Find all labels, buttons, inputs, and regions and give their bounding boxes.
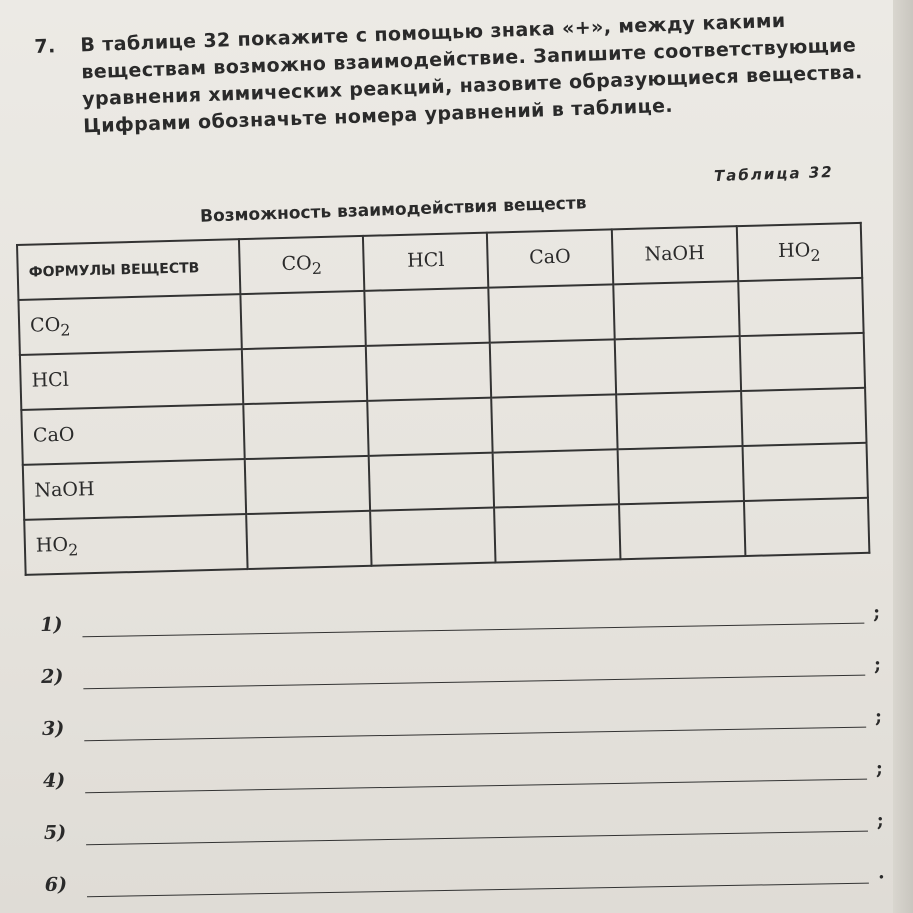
table-cell[interactable] (489, 284, 615, 342)
answer-blank[interactable] (85, 779, 867, 794)
table-cell[interactable] (744, 498, 870, 556)
answer-lines (40, 595, 885, 913)
row-header-cao: CaO (21, 404, 244, 465)
answer-number: 1) (40, 613, 63, 636)
answer-blank[interactable] (84, 727, 866, 742)
answer-punctuation: . (877, 861, 885, 884)
answer-number: 2) (40, 665, 64, 688)
table-title: Возможность взаимодействия веществ (199, 193, 587, 227)
answer-number: 4) (42, 769, 66, 792)
answer-punctuation: ; (876, 809, 884, 832)
task-text: В таблице 32 покажите с помощью знака «+», между какими веществам возможно взаимодействие. Запишите соответствующие уравнения химических реакций, назовите образующиеся вещества. Цифрами обозначьте номера уравнений в таблице. (80, 9, 864, 138)
row-header-co2: $CO_2$ (18, 294, 241, 355)
column-header-h2o: $HO_2$ (736, 223, 862, 281)
table-cell[interactable] (365, 288, 490, 346)
column-header-co2: $CO_2$ (239, 236, 365, 294)
table-cell[interactable] (246, 511, 372, 569)
table-cell[interactable] (240, 291, 366, 349)
interaction-table (16, 222, 870, 576)
row-header-h2o: $HO_2$ (24, 514, 247, 575)
answer-number: 3) (41, 717, 65, 740)
answer-number: 6) (44, 873, 68, 896)
task-7 (34, 5, 872, 142)
answer-number: 5) (43, 821, 67, 844)
answer-blank[interactable] (86, 831, 868, 846)
table-cell[interactable] (494, 504, 620, 562)
table-cell[interactable] (739, 333, 865, 391)
table-cell[interactable] (367, 398, 492, 456)
answer-blank[interactable] (83, 675, 865, 690)
table-cell[interactable] (617, 446, 743, 504)
answer-blank[interactable] (87, 883, 869, 898)
answer-punctuation: ; (875, 757, 884, 780)
row-header-naoh: NaOH (23, 459, 246, 520)
table-cell[interactable] (245, 456, 371, 514)
answer-punctuation: ; (872, 601, 881, 624)
table-cell[interactable] (369, 453, 494, 511)
table-cell[interactable] (616, 391, 742, 449)
table-cell[interactable] (366, 343, 491, 401)
table-cell[interactable] (491, 394, 617, 452)
answer-punctuation: ; (873, 653, 882, 676)
table-cell[interactable] (741, 388, 867, 446)
column-header-cao: CaO (487, 229, 613, 287)
row-header-hcl: HCl (20, 349, 243, 410)
table-label: Таблица 32 (713, 162, 834, 186)
table-cell[interactable] (619, 501, 745, 559)
table-cell[interactable] (243, 401, 369, 459)
table-cell[interactable] (614, 336, 740, 394)
answer-punctuation: ; (874, 705, 883, 728)
task-number: 7. (34, 35, 57, 58)
answer-blank[interactable] (82, 623, 864, 638)
table-cell[interactable] (738, 278, 864, 336)
table-cell[interactable] (370, 508, 495, 566)
table-cell[interactable] (242, 346, 368, 404)
table-cell[interactable] (490, 339, 616, 397)
table-corner-header: ФОРМУЛЫ ВЕЩЕСТВ (17, 239, 240, 300)
column-header-hcl: HCl (363, 233, 488, 291)
table-cell[interactable] (493, 449, 619, 507)
page-edge (893, 0, 913, 913)
table-cell[interactable] (742, 443, 868, 501)
table-cell[interactable] (613, 281, 739, 339)
column-header-naoh: NaOH (611, 226, 737, 284)
